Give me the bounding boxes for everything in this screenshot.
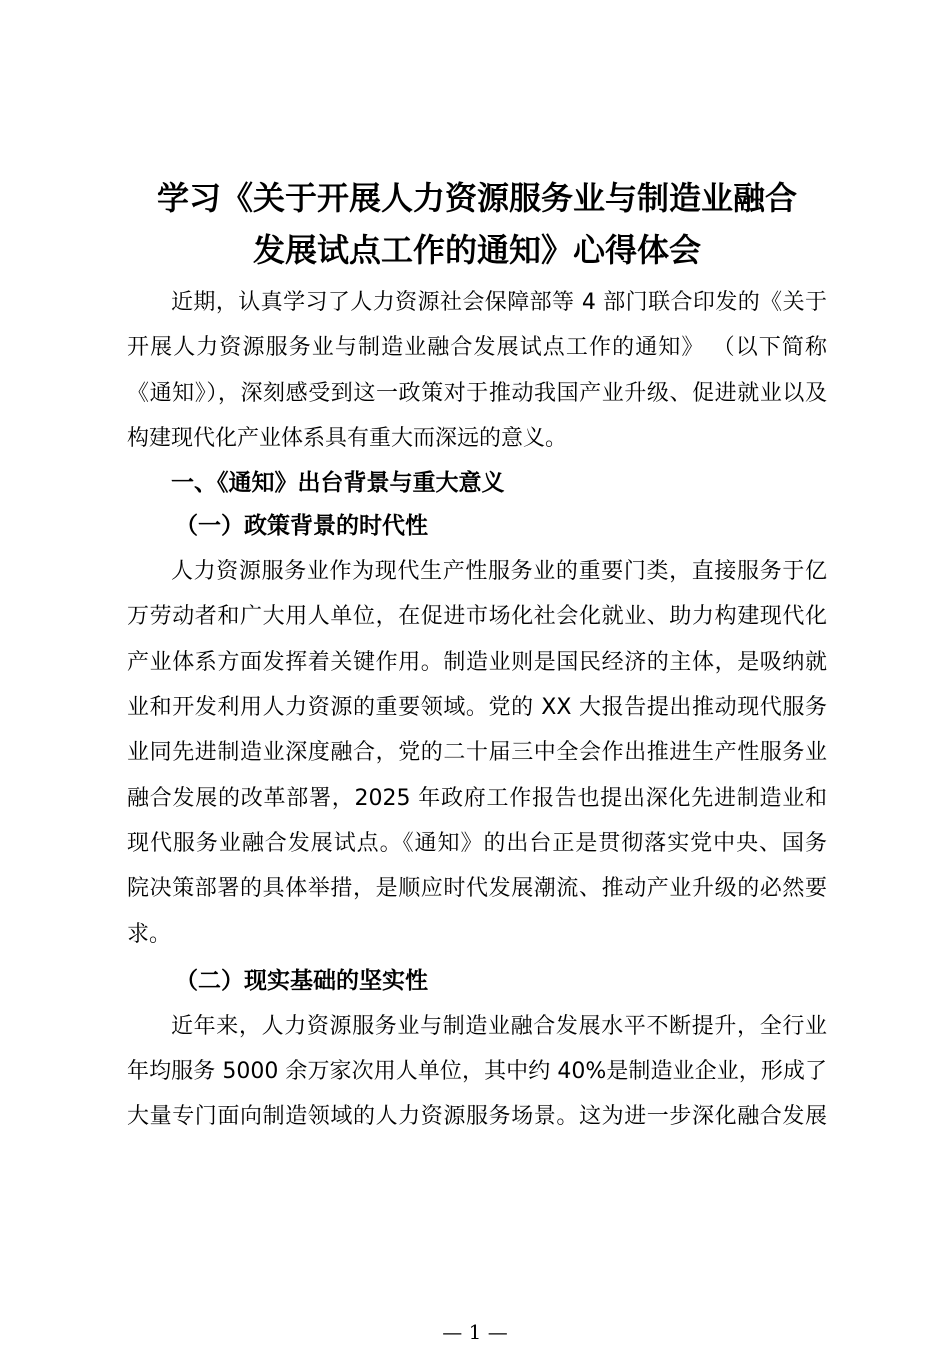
sub1-line-5: 业同先进制造业深度融合，党的二十届三中全会作出推进生产性服务业 bbox=[127, 740, 827, 766]
subsection-2-heading: （二）现实基础的坚实性 bbox=[175, 967, 428, 994]
sub2-line-1: 近年来，人力资源服务业与制造业融合发展水平不断提升，全行业 bbox=[171, 1013, 827, 1039]
title-line-1: 学习《关于开展人力资源服务业与制造业融合 bbox=[156, 179, 797, 217]
sub1-line-7: 现代服务业融合发展试点。《通知》的出台正是贯彻落实党中央、国务 bbox=[127, 830, 827, 856]
intro-paragraph bbox=[127, 280, 827, 461]
sub1-line-4: 业和开发利用人力资源的重要领域。党的 XX 大报告提出推动现代服务 bbox=[127, 695, 827, 721]
sub1-line-3: 产业体系方面发挥着关键作用。制造业则是国民经济的主体，是吸纳就 bbox=[127, 649, 827, 675]
subsection-1-paragraph bbox=[127, 549, 827, 957]
sub1-line-8: 院决策部署的具体举措，是顺应时代发展潮流、推动产业升级的必然要 bbox=[127, 876, 827, 902]
sub1-line-2: 万劳动者和广大用人单位，在促进市场化社会化就业、助力构建现代化 bbox=[127, 604, 827, 630]
sub1-line-1: 人力资源服务业作为现代生产性服务业的重要门类，直接服务于亿 bbox=[171, 559, 827, 585]
sub2-line-2: 年均服务 5000 余万家次用人单位，其中约 40%是制造业企业，形成了 bbox=[127, 1059, 827, 1085]
sub2-line-3: 大量专门面向制造领域的人力资源服务场景。这为进一步深化融合发展 bbox=[127, 1104, 827, 1130]
subsection-2-paragraph bbox=[127, 1004, 827, 1140]
title-line-2: 发展试点工作的通知》心得体会 bbox=[252, 231, 701, 269]
sub1-line-6: 融合发展的改革部署，2025 年政府工作报告也提出深化先进制造业和 bbox=[127, 785, 827, 811]
sub1-line-9: 求。 bbox=[127, 921, 172, 947]
intro-line-2: 开展人力资源服务业与制造业融合发展试点工作的通知》 （以下简称 bbox=[127, 335, 827, 361]
document-title bbox=[127, 172, 827, 276]
document-page bbox=[127, 172, 827, 1140]
page-number: — 1 — bbox=[442, 1320, 508, 1344]
subsection-1-heading: （一）政策背景的时代性 bbox=[175, 513, 428, 540]
section-1-heading: 一、《通知》出台背景与重大意义 bbox=[171, 470, 505, 497]
intro-line-3: 《通知》），深刻感受到这一政策对于推动我国产业升级、促进就业以及 bbox=[127, 380, 827, 406]
intro-line-1: 近期，认真学习了人力资源社会保障部等 4 部门联合印发的《关于 bbox=[171, 290, 827, 315]
intro-line-4: 构建现代化产业体系具有重大而深远的意义。 bbox=[127, 425, 568, 451]
